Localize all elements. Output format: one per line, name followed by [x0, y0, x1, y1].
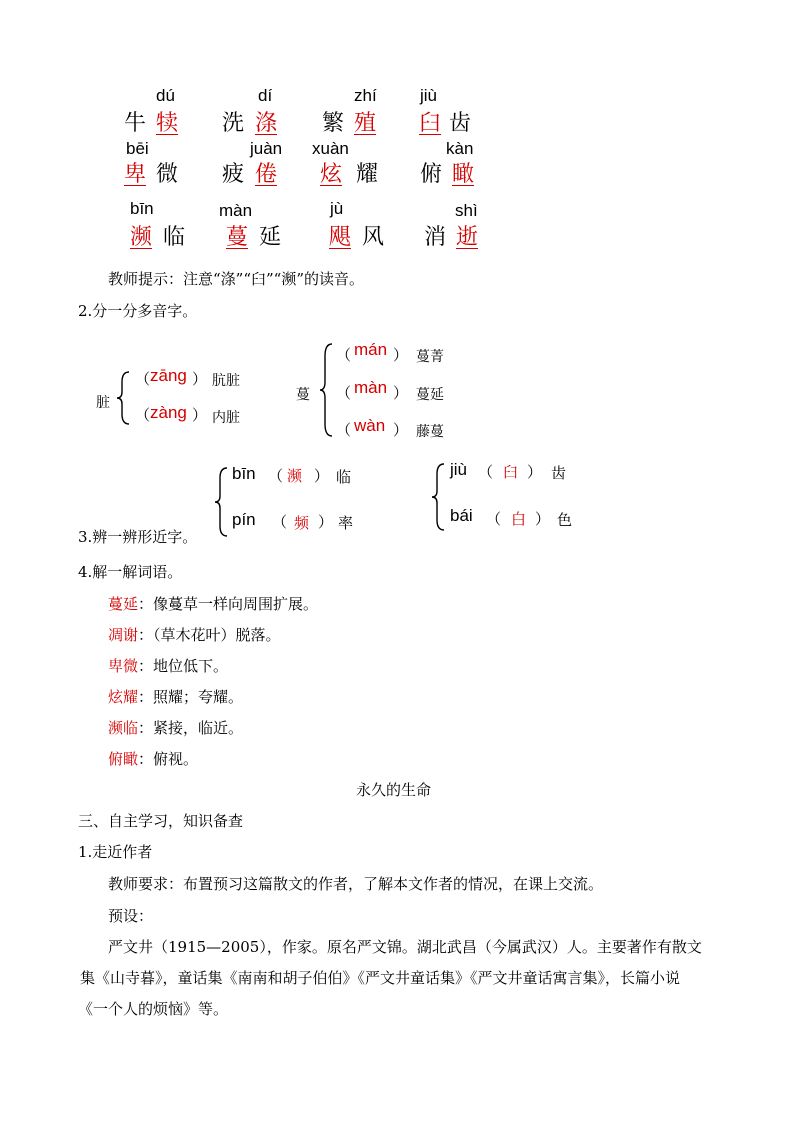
bin-char: 濒 [287, 467, 303, 485]
vocab-def: ：（草木花叶）脱落。 [138, 626, 281, 644]
paren-close: ） [318, 513, 334, 531]
man-pinyin-3: wàn [354, 416, 386, 435]
paren-close: ） [393, 346, 409, 364]
plain-char: 临 [163, 225, 186, 250]
plain-char: 齿 [449, 111, 472, 136]
part-3-title: 三、自主学习，知识备查 [78, 812, 244, 830]
jiu-pinyin: jiù [450, 460, 468, 479]
lesson-title: 永久的生命 [356, 781, 432, 799]
paren-open: （ [135, 370, 151, 388]
zang-word-1: 肮脏 [212, 373, 240, 389]
bai-after: 色 [557, 511, 573, 529]
plain-char: 耀 [356, 162, 379, 187]
jiu-char: 臼 [503, 463, 519, 481]
vocab-term: 濒临 [108, 719, 139, 737]
paren-close: ） [393, 384, 409, 402]
paren-open: （ [336, 421, 352, 439]
author-paragraph-line-3: 《一个人的烦恼》等。 [78, 1000, 229, 1018]
paren-open: （ [272, 513, 288, 531]
pinyin: bīn [130, 199, 154, 218]
man-word-3: 藤蔓 [416, 424, 444, 440]
red-char: 犊 [156, 111, 179, 136]
section-4-title: 4.解一解词语。 [78, 563, 183, 581]
zang-pinyin-2: zàng [150, 403, 187, 422]
plain-char: 微 [156, 162, 179, 187]
vocab-item [108, 593, 318, 614]
subsection-1-title: 1.走近作者 [78, 843, 153, 861]
pinyin: bēi [126, 139, 149, 158]
bin-after: 临 [336, 468, 352, 486]
paren-close: ） [314, 467, 330, 485]
zang-pinyin-1: zāng [150, 366, 187, 385]
man-char: 蔓 [296, 387, 310, 403]
vocab-def: ：俯视。 [138, 750, 199, 768]
bai-char: 白 [511, 510, 527, 528]
pinyin: jiù [420, 86, 438, 105]
vocab-term: 卑微 [108, 657, 139, 675]
section-2-title: 2.分一分多音字。 [78, 302, 198, 320]
brace-icon [213, 466, 231, 538]
section-3-title: 3.辨一辨形近字。 [78, 528, 198, 546]
pin-char: 频 [294, 514, 310, 532]
red-char: 炫 [320, 162, 343, 187]
brace-icon [430, 462, 448, 532]
plain-char: 俯 [420, 162, 443, 187]
man-word-2: 蔓延 [416, 387, 444, 403]
paren-open: （ [336, 346, 352, 364]
red-char: 瞰 [452, 162, 475, 187]
zang-word-2: 内脏 [212, 410, 240, 426]
pinyin: juàn [250, 139, 283, 158]
teacher-requirement: 教师要求：布置预习这篇散文的作者，了解本文作者的情况，在课上交流。 [108, 875, 604, 893]
plain-char: 洗 [222, 111, 245, 136]
plain-char: 延 [259, 225, 282, 250]
red-char: 倦 [255, 162, 278, 187]
red-char: 殖 [354, 111, 377, 136]
paren-open: （ [268, 467, 284, 485]
pinyin: màn [219, 201, 253, 220]
vocab-term: 俯瞰 [108, 750, 139, 768]
pinyin: shì [455, 201, 478, 220]
red-char: 卑 [124, 162, 147, 187]
pinyin: kàn [446, 139, 474, 158]
paren-open: （ [478, 463, 494, 481]
preset-label: 预设： [108, 907, 154, 925]
pin-after: 率 [338, 514, 354, 532]
paren-open: （ [486, 510, 502, 528]
zang-char: 脏 [96, 395, 110, 411]
plain-char: 消 [424, 225, 447, 250]
plain-char: 牛 [124, 111, 147, 136]
vocab-item [108, 655, 228, 676]
paren-close: ） [527, 463, 543, 481]
pinyin: dí [258, 86, 273, 105]
paren-close: ） [192, 370, 208, 388]
vocab-term: 炫耀 [108, 688, 139, 706]
pinyin: zhí [354, 86, 377, 105]
vocab-def: ：像蔓草一样向周围扩展。 [138, 595, 319, 613]
vocab-term: 凋谢 [108, 626, 139, 644]
vocab-item [108, 748, 198, 769]
vocab-def: ：照耀；夸耀。 [138, 688, 244, 706]
bin-pinyin: bīn [232, 464, 256, 483]
pinyin: dú [156, 86, 175, 105]
pin-pinyin: pín [232, 510, 256, 529]
vocab-def: ：地位低下。 [138, 657, 229, 675]
author-paragraph-line-2: 集《山寺暮》，童话集《南南和胡子伯伯》《严文井童话集》《严文井童话寓言集》，长篇小说 [80, 969, 681, 987]
paren-open: （ [336, 384, 352, 402]
red-char: 濒 [130, 225, 153, 250]
man-pinyin-2: màn [354, 378, 388, 397]
vocab-item [108, 686, 243, 707]
vocab-def: ：紧接，临近。 [138, 719, 244, 737]
vocab-item [108, 717, 243, 738]
red-char: 臼 [419, 111, 442, 136]
red-char: 涤 [255, 111, 278, 136]
pinyin: xuàn [312, 139, 349, 158]
plain-char: 疲 [222, 162, 245, 187]
paren-open: （ [135, 406, 151, 424]
paren-close: ） [393, 421, 409, 439]
plain-char: 风 [362, 225, 385, 250]
author-paragraph-line-1: 严文井（1915—2005），作家。原名严文锦。湖北武昌（今属武汉）人。主要著作有散文 [108, 938, 702, 956]
brace-icon [115, 370, 133, 426]
red-char: 蔓 [226, 225, 249, 250]
vocab-term: 蔓延 [108, 595, 139, 613]
man-pinyin-1: mán [354, 340, 388, 359]
jiu-after: 齿 [551, 464, 567, 482]
plain-char: 繁 [322, 111, 345, 136]
paren-close: ） [192, 406, 208, 424]
vocab-item [108, 624, 281, 645]
pinyin: jù [330, 199, 344, 218]
red-char: 飓 [329, 225, 352, 250]
man-word-1: 蔓菁 [416, 349, 444, 365]
paren-close: ） [535, 510, 551, 528]
red-char: 逝 [456, 225, 479, 250]
teacher-tip: 教师提示：注意“涤”“臼”“濒”的读音。 [108, 270, 365, 288]
bai-pinyin: bái [450, 506, 473, 525]
brace-icon [318, 342, 336, 438]
